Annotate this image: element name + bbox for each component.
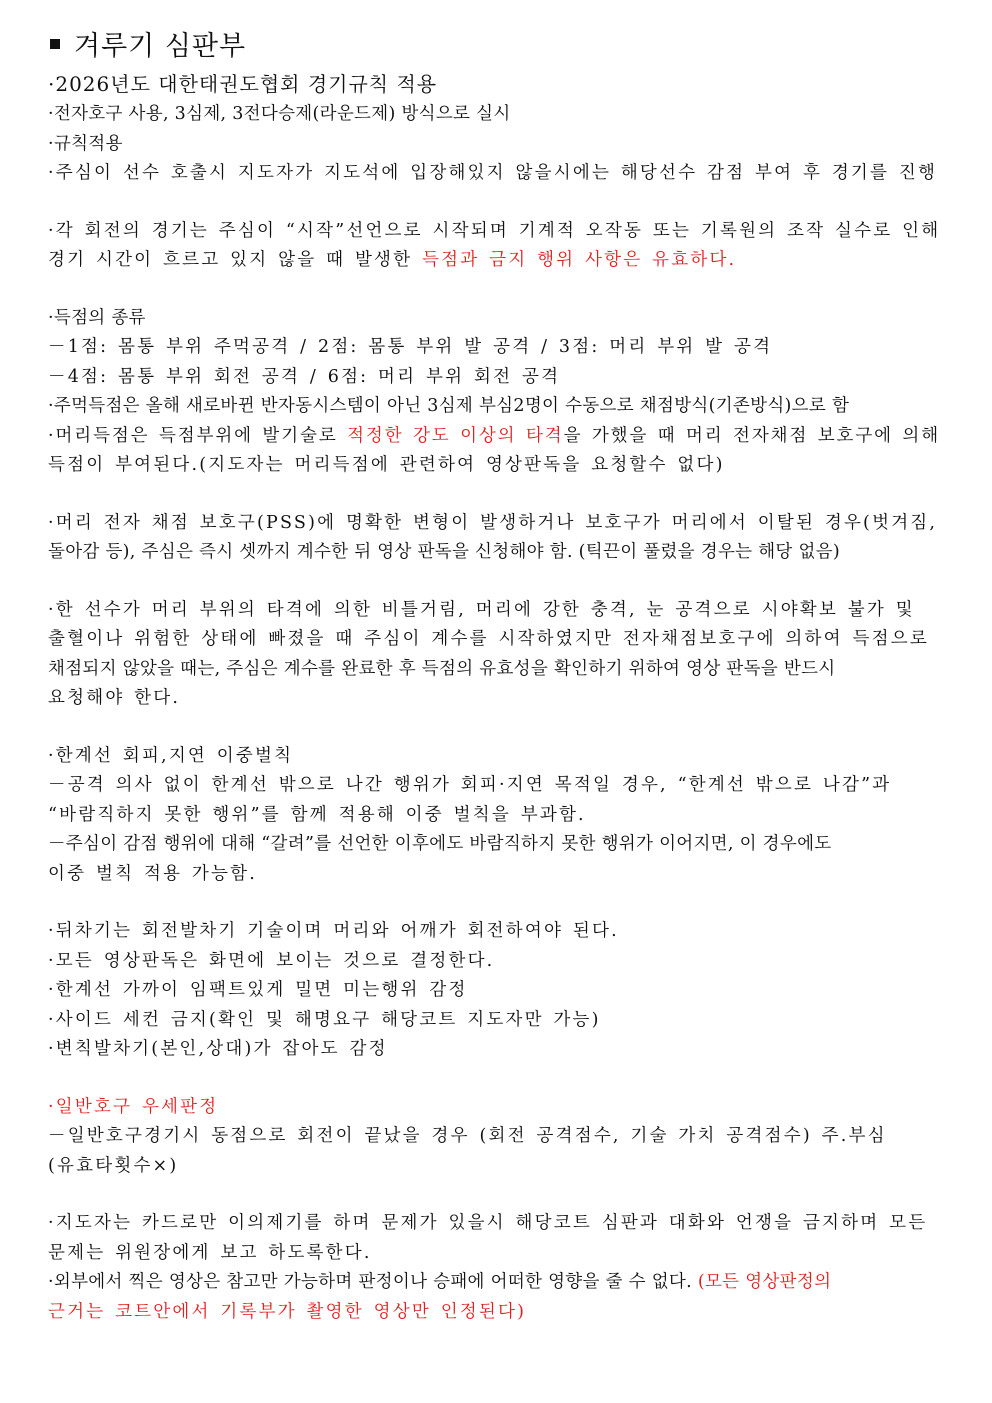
points-line: －4점: 몸통 부위 회전 공격 / 6점: 머리 부위 회전 공격	[48, 366, 561, 387]
points-line: ·머리득점은 득점부위에 발기술로 적정한 강도 이상의 타격을 가했을 때 머리 전자채점 보호구에 의해	[48, 425, 941, 446]
boundary-line: －공격 의사 없이 한계선 밖으로 나간 행위가 회피·지연 목적일 경우, “한계선 밖으로 나감”과	[48, 775, 892, 795]
pss-line: ·머리 전자 채점 보호구(PSS)에 명확한 변형이 발생하거나 보호구가 머리에서 이탈된 경우(벗겨짐,	[48, 512, 938, 533]
validity-line: 경기 시간이 흐르고 있지 않을 때 발생한 득점과 금지 행위 사항은 유효하다.	[48, 250, 737, 270]
boundary-heading: ·한계선 회피,지연 이중벌칙	[48, 745, 294, 766]
boundary-line: －주심이 감점 행위에 대해 “갈려”를 선언한 이후에도 바람직하지 못한 행위가 이어지면, 이 경우에도	[48, 834, 832, 854]
points-line: 득점이 부여된다.(지도자는 머리득점에 관련하여 영상판독을 요청할수 없다)	[48, 455, 725, 475]
validity-highlight: 득점과 금지 행위 사항은 유효하다.	[422, 250, 737, 270]
intro-line: ·규칙적용	[48, 133, 123, 154]
square-bullet-icon	[50, 39, 60, 49]
points-line: －1점: 몸통 부위 주먹공격 / 2점: 몸통 부위 발 공격 / 3점: 머리 부위 발 공격	[48, 337, 773, 357]
head-strike-line: 채점되지 않았을 때는, 주심은 계수를 완료한 후 득점의 유효성을 확인하기 위하여 영상 판독을 반드시	[48, 658, 836, 679]
section-title	[48, 28, 946, 66]
head-strike-line: ·한 선수가 머리 부위의 타격에 의한 비틀거림, 머리에 강한 충격, 눈 공격으로 시야확보 불가 및	[48, 599, 915, 620]
points-highlight: 적정한 강도 이상의 타격	[347, 425, 564, 446]
general-gear-line: －일반호구경기시 동점으로 회전이 끝났을 경우 (회전 공격점수, 기술 가치 공격점수) 주.부심	[48, 1126, 887, 1146]
head-strike-line: 요청해야 한다.	[48, 688, 181, 708]
boundary-line: “바람직하지 못한 행위”를 함께 적용해 이중 벌칙을 부과함.	[48, 804, 586, 825]
points-heading: ·득점의 종류	[48, 307, 146, 328]
misc-line: ·뒤차기는 회전발차기 기술이며 머리와 어깨가 회전하여야 된다.	[48, 921, 619, 941]
coach-line: 문제는 위원장에게 보고 하도록한다.	[48, 1242, 372, 1263]
general-gear-heading: ·일반호구 우세판정	[48, 1096, 219, 1117]
misc-line: ·변칙발차기(본인,상대)가 잡아도 감정	[48, 1039, 388, 1059]
rules-version-line: ·2026년도 대한태권도협회 경기규칙 적용	[48, 72, 438, 96]
boundary-line: 이중 벌칙 적용 가능함.	[48, 863, 257, 884]
coach-highlight: (모든 영상판정의	[697, 1272, 832, 1292]
general-gear-line: (유효타횟수×)	[48, 1155, 179, 1176]
points-line: ·주먹득점은 올해 새로바뀐 반자동시스템이 아닌 3심제 부심2명이 수동으로 채점방식(기존방식)으로 함	[48, 396, 850, 416]
coach-line: ·지도자는 카드로만 이의제기를 하며 문제가 있을시 해당코트 심판과 대화와 언쟁을 금지하며 모든	[48, 1213, 928, 1233]
validity-line: ·각 회전의 경기는 주심이 “시작”선언으로 시작되며 기계적 오작동 또는 기록원의 조작 실수로 인해	[48, 220, 941, 241]
intro-line: ·전자호구 사용, 3심제, 3전다승제(라운드제) 방식으로 실시	[48, 104, 511, 124]
pss-line: 돌아감 등), 주심은 즉시 셋까지 계수한 뒤 영상 판독을 신청해야 함. (틱끈이 풀렸을 경우는 해당 없음)	[48, 542, 841, 562]
intro-line: ·주심이 선수 호출시 지도자가 지도석에 입장해있지 않을시에는 해당선수 감점 부여 후 경기를 진행	[48, 163, 938, 183]
misc-line: ·사이드 세컨 금지(확인 및 해명요구 해당코트 지도자만 가능)	[48, 1009, 601, 1030]
coach-highlight-line: 근거는 코트안에서 기록부가 촬영한 영상만 인정된다)	[48, 1301, 527, 1322]
section-title-text: 겨루기 심판부	[74, 31, 247, 62]
head-strike-line: 출혈이나 위험한 상태에 빠졌을 때 주심이 계수를 시작하였지만 전자채점보호구에 의하여 득점으로	[48, 629, 929, 649]
coach-line: ·외부에서 찍은 영상은 참고만 가능하며 판정이나 승패에 어떠한 영향을 줄 수 없다. (모든 영상판정의	[48, 1272, 832, 1292]
misc-line: ·모든 영상판독은 화면에 보이는 것으로 결정한다.	[48, 950, 495, 971]
misc-line: ·한계선 가까이 임팩트있게 밀면 미는행위 감정	[48, 980, 468, 1000]
